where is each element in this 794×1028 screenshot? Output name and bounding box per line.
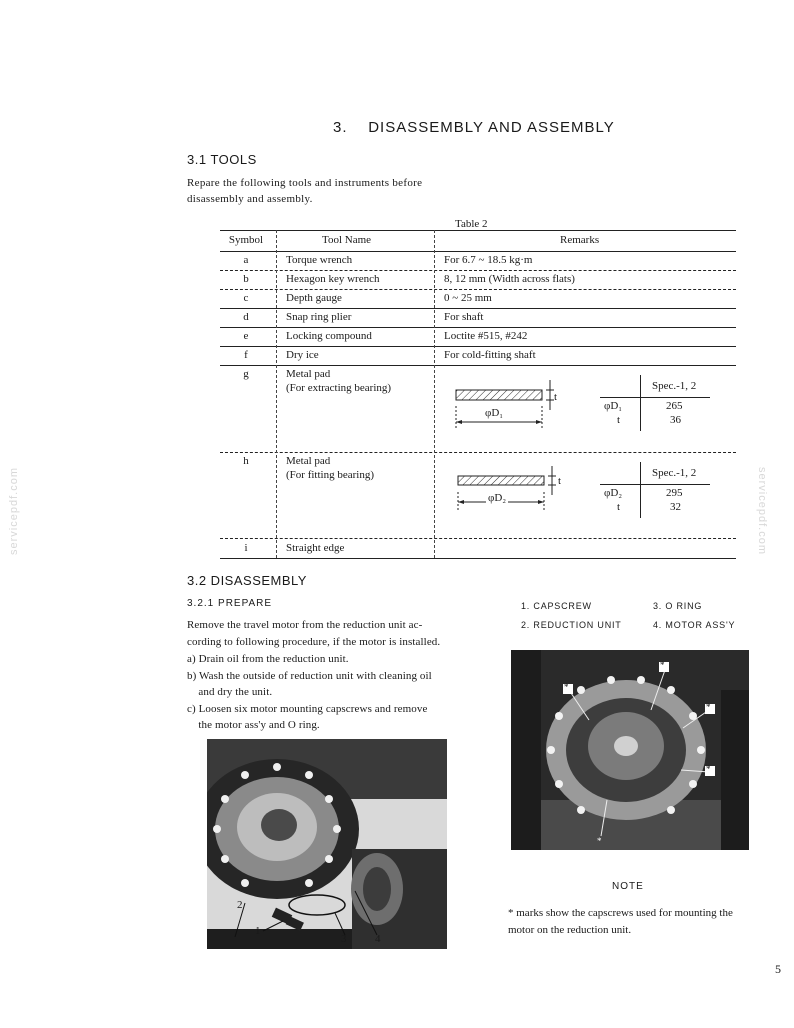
- reduction-unit-photo: [207, 739, 447, 949]
- pad-dimension-thickness: t: [554, 391, 558, 403]
- spec-value: 36: [670, 414, 681, 426]
- table-cell-tool-name: Metal pad: [286, 368, 331, 380]
- body-text-line: a) Drain oil from the reduction unit.: [187, 653, 349, 665]
- photo-callout: *: [706, 702, 711, 712]
- photo-callout: 2: [237, 899, 243, 911]
- chapter-number: 3.: [333, 119, 348, 136]
- table-cell-tool-name: Straight edge: [286, 542, 345, 554]
- table-cell-symbol: e: [243, 330, 249, 342]
- spec-label: t: [617, 414, 621, 426]
- page-number: 5: [775, 962, 781, 976]
- photo-callout: 3: [341, 933, 347, 945]
- watermark: servicepdf.com: [755, 467, 768, 555]
- prepare-heading: 3.2.1 PREPARE: [187, 598, 273, 609]
- table-cell-remarks: For cold-fitting shaft: [444, 349, 536, 361]
- table-cell-tool-note: (For fitting bearing): [286, 469, 374, 481]
- table-cell-remarks: Loctite #515, #242: [444, 330, 528, 342]
- photo-illustration: [207, 739, 447, 949]
- body-text-line: c) Loosen six motor mounting capscrews and remove: [187, 703, 428, 715]
- tools-intro-line: Repare the following tools and instruments before: [187, 177, 423, 189]
- table-cell-tool-name: Hexagon key wrench: [286, 273, 380, 285]
- table-cell-symbol: b: [243, 273, 249, 285]
- photo-callout: *: [706, 764, 711, 774]
- pad-dimension-diameter: φD₂: [488, 492, 507, 504]
- table-cell-symbol: g: [243, 368, 249, 380]
- table-cell-symbol: c: [243, 292, 249, 304]
- table-cell-symbol: h: [243, 455, 249, 467]
- legend-item: 4. MOTOR ASS'Y: [653, 620, 736, 630]
- column-header-remarks: Remarks: [560, 234, 600, 246]
- photo-callout: 1: [255, 925, 261, 937]
- photo-callout: 4: [375, 933, 381, 945]
- table-cell-remarks: 8, 12 mm (Width across flats): [444, 273, 575, 285]
- tools-intro-line: disassembly and assembly.: [187, 193, 313, 205]
- table-cell-remarks: 0 ~ 25 mm: [444, 292, 492, 304]
- body-text-line: and dry the unit.: [187, 686, 273, 698]
- table-cell-symbol: a: [243, 254, 249, 266]
- table-cell-remarks: For 6.7 ~ 18.5 kg·m: [444, 254, 533, 266]
- table-cell-symbol: d: [243, 311, 249, 323]
- note-text-line: motor on the reduction unit.: [508, 924, 632, 936]
- table-cell-tool-name: Torque wrench: [286, 254, 353, 266]
- table-cell-tool-name: Depth gauge: [286, 292, 342, 304]
- pad-dimension-diameter: φD₁: [485, 407, 504, 419]
- legend-item: 2. REDUCTION UNIT: [521, 620, 622, 630]
- table-cell-symbol: i: [244, 542, 248, 554]
- pad-dimension-thickness: t: [558, 475, 562, 487]
- note-heading: NOTE: [612, 881, 644, 892]
- spec-value: 295: [666, 487, 683, 499]
- legend-item: 1. CAPSCREW: [521, 601, 592, 611]
- column-header-tool-name: Tool Name: [322, 234, 372, 246]
- note-text-line: * marks show the capscrews used for mounting the: [508, 907, 733, 919]
- spec-header: Spec.-1, 2: [652, 467, 697, 479]
- body-text-line: b) Wash the outside of reduction unit with cleaning oil: [187, 670, 432, 682]
- legend-item: 3. O RING: [653, 601, 703, 611]
- tools-heading: 3.1 TOOLS: [187, 152, 257, 167]
- disassembly-heading: 3.2 DISASSEMBLY: [187, 573, 307, 588]
- motor-mounting-photo: [511, 650, 749, 850]
- spec-value: 265: [666, 400, 683, 412]
- column-header-symbol: Symbol: [228, 234, 264, 246]
- table-cell-symbol: f: [244, 349, 248, 361]
- table-cell-tool-name: Snap ring plier: [286, 311, 352, 323]
- chapter-title-text: DISASSEMBLY AND ASSEMBLY: [368, 119, 615, 136]
- spec-header: Spec.-1, 2: [652, 380, 697, 392]
- table-cell-tool-note: (For extracting bearing): [286, 382, 392, 394]
- photo-callout: *: [564, 682, 569, 692]
- body-text-line: the motor ass'y and O ring.: [187, 719, 320, 731]
- table-cell-tool-name: Dry ice: [286, 349, 319, 361]
- table-caption: Table 2: [455, 218, 488, 230]
- watermark: servicepdf.com: [7, 467, 20, 555]
- spec-label: φD₁: [604, 400, 623, 412]
- photo-callout: *: [660, 660, 665, 670]
- metal-pad-drawing: [446, 380, 566, 436]
- body-text-line: cording to following procedure, if the motor is installed.: [187, 636, 441, 648]
- spec-label: φD₂: [604, 487, 623, 499]
- spec-value: 32: [670, 501, 681, 513]
- table-cell-tool-name: Locking compound: [286, 330, 372, 342]
- table-cell-remarks: For shaft: [444, 311, 484, 323]
- table-cell-tool-name: Metal pad: [286, 455, 331, 467]
- body-text-line: Remove the travel motor from the reduction unit ac-: [187, 619, 423, 631]
- photo-callout: *: [597, 836, 602, 846]
- spec-label: t: [617, 501, 621, 513]
- photo-illustration: [511, 650, 749, 850]
- chapter-title: [333, 119, 615, 136]
